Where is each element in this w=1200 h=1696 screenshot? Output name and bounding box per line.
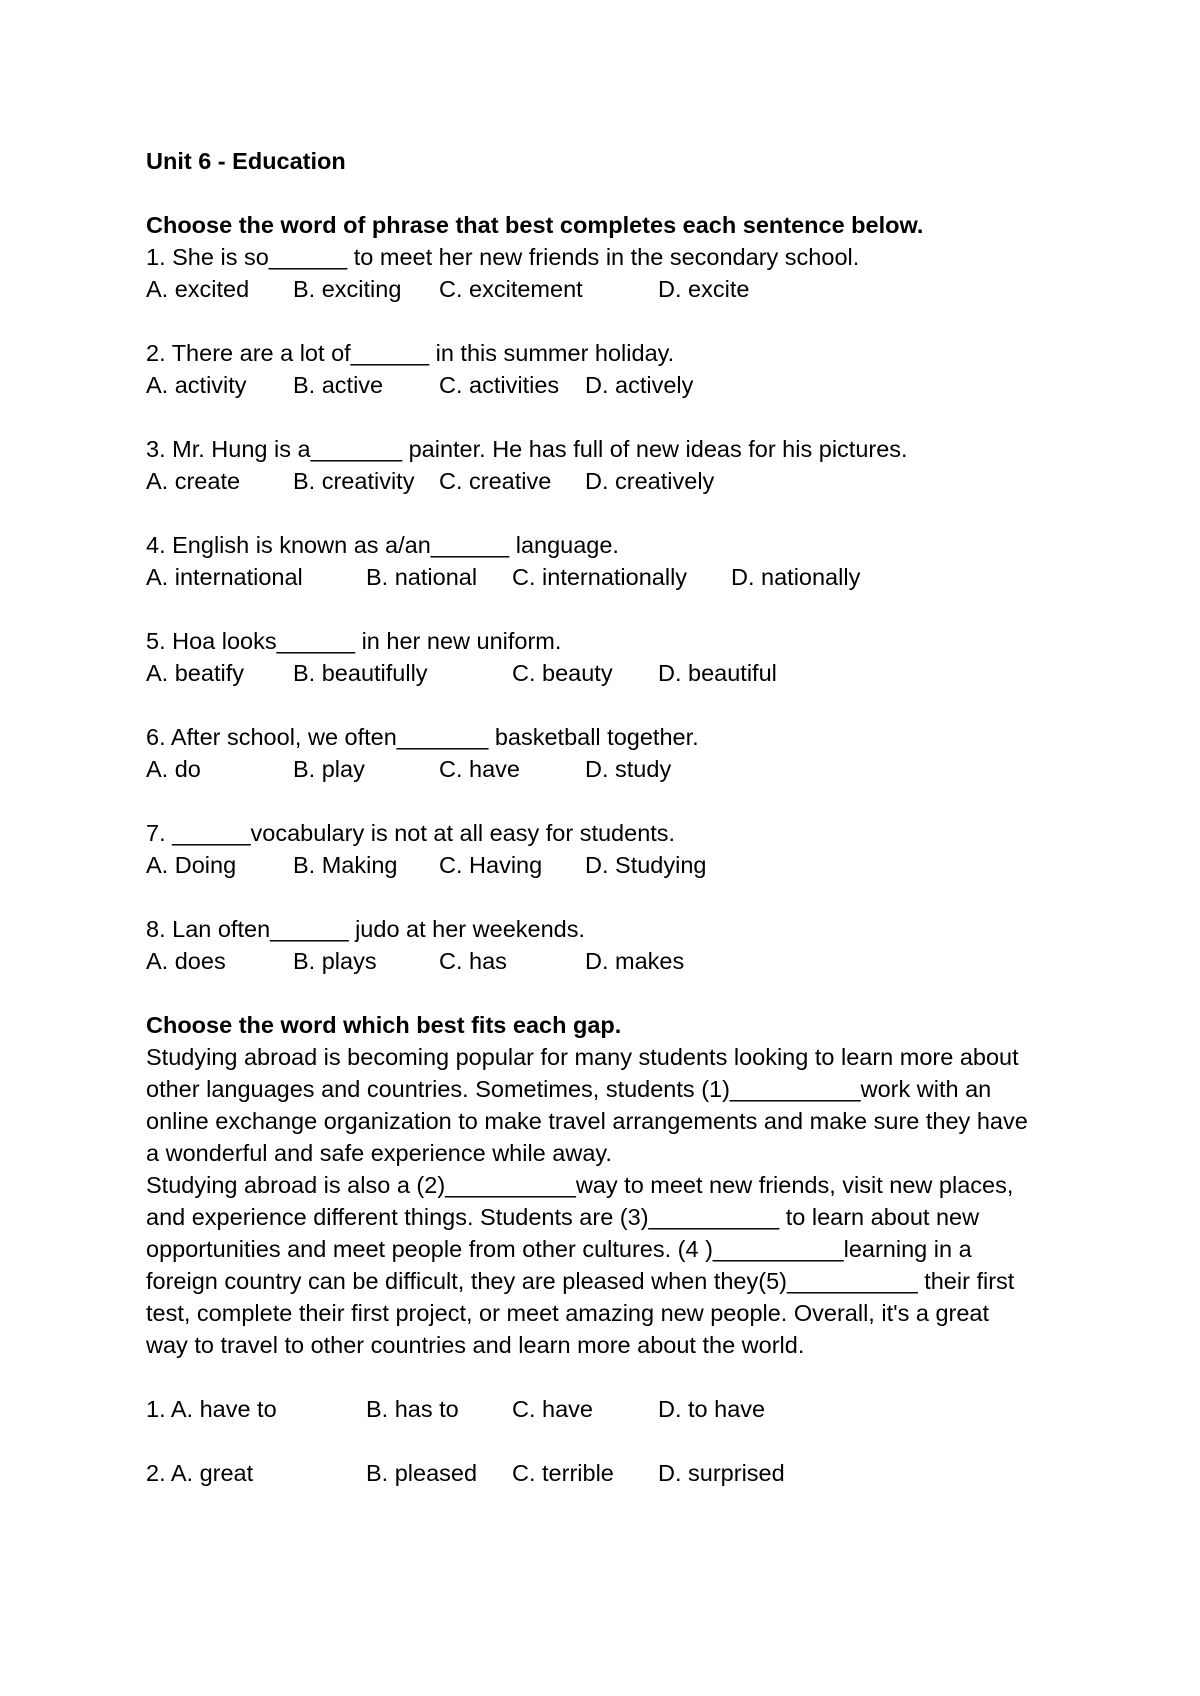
question-1-stem: 1. She is so______ to meet her new friends in the secondary school. bbox=[146, 244, 860, 270]
option-b: B. national bbox=[366, 564, 478, 590]
question-4-options bbox=[146, 561, 1086, 593]
option-a: 2. A. great bbox=[146, 1460, 254, 1486]
option-d: D. nationally bbox=[731, 564, 861, 590]
question-8-stem: 8. Lan often______ judo at her weekends. bbox=[146, 916, 586, 942]
option-a: A. beatify bbox=[146, 660, 244, 686]
option-a: A. Doing bbox=[146, 852, 237, 878]
passage-line: Studying abroad is becoming popular for many students looking to learn more about bbox=[146, 1044, 1019, 1070]
option-a: A. do bbox=[146, 756, 201, 782]
question-3-stem: 3. Mr. Hung is a_______ painter. He has full of new ideas for his pictures. bbox=[146, 436, 908, 462]
option-a: A. excited bbox=[146, 276, 250, 302]
question-6-options bbox=[146, 753, 1086, 785]
question-3-options bbox=[146, 465, 1086, 497]
cloze-question-1-options bbox=[146, 1393, 1086, 1425]
option-b: B. beautifully bbox=[293, 660, 428, 686]
question-4-stem: 4. English is known as a/an______ language. bbox=[146, 532, 619, 558]
question-2-stem: 2. There are a lot of______ in this summer holiday. bbox=[146, 340, 675, 366]
option-c: C. have bbox=[512, 1396, 593, 1422]
worksheet-page bbox=[146, 145, 1086, 1489]
option-d: D. surprised bbox=[658, 1460, 785, 1486]
option-d: D. actively bbox=[585, 372, 694, 398]
question-5-stem: 5. Hoa looks______ in her new uniform. bbox=[146, 628, 562, 654]
option-b: B. play bbox=[293, 756, 365, 782]
option-d: D. creatively bbox=[585, 468, 715, 494]
option-c: C. Having bbox=[439, 852, 543, 878]
passage-line: online exchange organization to make travel arrangements and make sure they have bbox=[146, 1108, 1028, 1134]
passage-line: way to travel to other countries and learn more about the world. bbox=[146, 1332, 805, 1358]
option-c: C. have bbox=[439, 756, 520, 782]
option-a: 1. A. have to bbox=[146, 1396, 277, 1422]
option-a: A. does bbox=[146, 948, 226, 974]
option-b: B. plays bbox=[293, 948, 377, 974]
option-d: D. study bbox=[585, 756, 672, 782]
option-c: C. terrible bbox=[512, 1460, 614, 1486]
option-d: D. to have bbox=[658, 1396, 766, 1422]
option-c: C. activities bbox=[439, 372, 560, 398]
option-c: C. internationally bbox=[512, 564, 688, 590]
option-c: C. has bbox=[439, 948, 507, 974]
option-b: B. active bbox=[293, 372, 384, 398]
option-d: D. Studying bbox=[585, 852, 707, 878]
option-b: B. Making bbox=[293, 852, 398, 878]
option-d: D. beautiful bbox=[658, 660, 777, 686]
question-7-stem: 7. ______vocabulary is not at all easy for students. bbox=[146, 820, 676, 846]
option-b: B. creativity bbox=[293, 468, 415, 494]
page-title: Unit 6 - Education bbox=[146, 148, 346, 174]
passage-line: and experience different things. Students are (3)__________ to learn about new bbox=[146, 1204, 980, 1230]
option-a: A. create bbox=[146, 468, 241, 494]
question-6-stem: 6. After school, we often_______ basketball together. bbox=[146, 724, 699, 750]
passage-line: other languages and countries. Sometimes, students (1)__________work with an bbox=[146, 1076, 992, 1102]
passage-line: test, complete their first project, or meet amazing new people. Overall, it's a great bbox=[146, 1300, 990, 1326]
question-1-options bbox=[146, 273, 1086, 305]
question-7-options bbox=[146, 849, 1086, 881]
section2-instruction: Choose the word which best fits each gap. bbox=[146, 1012, 622, 1038]
option-d: D. excite bbox=[658, 276, 750, 302]
option-d: D. makes bbox=[585, 948, 685, 974]
cloze-question-2-options bbox=[146, 1457, 1086, 1489]
option-b: B. exciting bbox=[293, 276, 402, 302]
option-c: C. beauty bbox=[512, 660, 613, 686]
option-c: C. creative bbox=[439, 468, 552, 494]
section1-instruction: Choose the word of phrase that best completes each sentence below. bbox=[146, 212, 924, 238]
question-2-options bbox=[146, 369, 1086, 401]
question-8-options bbox=[146, 945, 1086, 977]
option-c: C. excitement bbox=[439, 276, 583, 302]
passage-line: opportunities and meet people from other cultures. (4 )__________learning in a bbox=[146, 1236, 972, 1262]
passage-line: a wonderful and safe experience while away. bbox=[146, 1140, 612, 1166]
cloze-passage bbox=[146, 1041, 1086, 1361]
question-5-options bbox=[146, 657, 1086, 689]
option-a: A. international bbox=[146, 564, 303, 590]
passage-line: Studying abroad is also a (2)__________way to meet new friends, visit new places, bbox=[146, 1172, 1014, 1198]
option-a: A. activity bbox=[146, 372, 247, 398]
option-b: B. pleased bbox=[366, 1460, 478, 1486]
option-b: B. has to bbox=[366, 1396, 459, 1422]
passage-line: foreign country can be difficult, they are pleased when they(5)__________ their first bbox=[146, 1268, 1015, 1294]
